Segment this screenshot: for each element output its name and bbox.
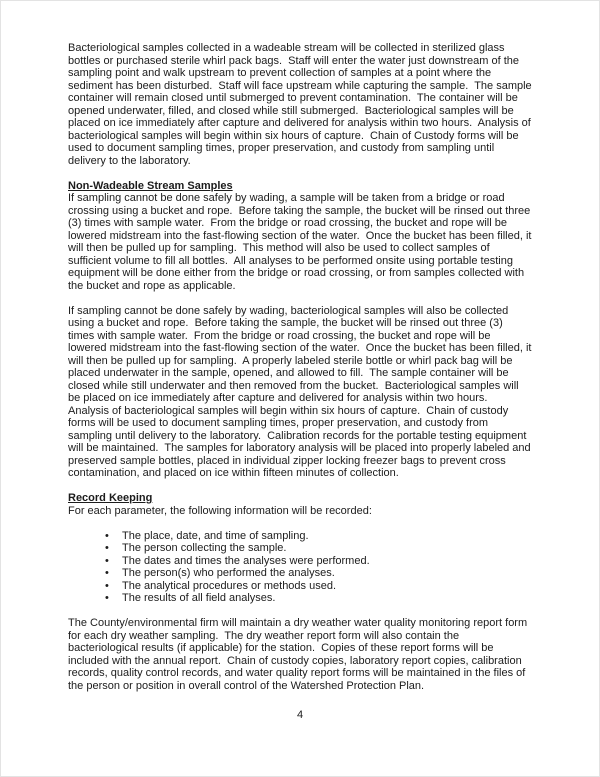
paragraph-non-wadeable-bacteriological-samples: If sampling cannot be done safely by wading, bacteriological samples will also be collected using a bucket and rope. Before taking the sample, the bucket will be rinsed out three (3) times with sample water. From the bridge or road crossing, the bucket and rope will be lowered midstream into the fast-flowing section of the water. Once the bucket has been filled, it will then be pulled up for sampling. A properly labeled sterile bottle or whirl pack bag will be placed underwater in the sample, opened, and allowed to fill. The sample container will be closed while still underwater and then removed from the bucket. Bacteriological samples will be placed on ice immediately after capture and delivered for analysis within two hours. Analysis of bacteriological samples will begin within six hours of capture. Chain of custody forms will be used to document sampling times, proper preservation, and custody from sampling until delivery to the laboratory. Calibration records for the portable testing equipment will be maintained. The samples for laboratory analysis will be placed into properly labeled and preserved sample bottles, placed in individual zipper locking freezer bags to prevent cross contamination, and placed on ice within fifteen minutes of collection. xyxy=(68,304,535,479)
record-keeping-list xyxy=(68,530,532,605)
list-item: • The dates and times the analyses were performed. xyxy=(68,555,532,568)
page-number: 4 xyxy=(296,709,304,721)
paragraph-wadeable-bacteriological-samples: Bacteriological samples collected in a wadeable stream will be collected in sterilized glass bottles or purchased sterile whirl pack bags. Staff will enter the water just downstream of the sampling point and walk upstream to prevent collection of samples at a point where the sediment has been disturbed. Staff will face upstream while capturing the sample. The sample container will remain closed until submerged to prevent contamination. The container will be opened underwater, filled, and closed while still submerged. Bacteriological samples will be placed on ice immediately after capture and delivered for analysis within two hours. Analysis of bacteriological samples will begin within six hours of capture. Chain of Custody forms will be used to document sampling times, proper preservation, and custody from sampling until delivery to the laboratory. xyxy=(68,42,535,167)
heading-record-keeping: Record Keeping xyxy=(68,492,153,504)
record-keeping-intro: For each parameter, the following information will be recorded: xyxy=(68,504,372,517)
list-item: • The analytical procedures or methods used. xyxy=(68,580,532,593)
paragraph-bucket-and-rope-sampling: If sampling cannot be done safely by wading, a sample will be taken from a bridge or road crossing using a bucket and rope. Before taking the sample, the bucket will be rinsed out three (3) times with sample water. From the bridge or road crossing, the bucket and rope will be lowered midstream into the fast-flowing section of the water. Once the bucket has been filled, it will then be pulled up for sampling. This method will also be used to collect samples of sufficient volume to fill all bottles. All analyses to be performed onsite using portable testing equipment will be done either from the bridge or road crossing, or from samples collected with the bucket and rope as applicable. xyxy=(68,192,535,292)
paragraph-dry-weather-report: The County/environmental firm will maintain a dry weather water quality monitoring report form for each dry weather sampling. The dry weather report form will also contain the bacteriological results (if applicable) for the station. Copies of these report forms will be included with the annual report. Chain of custody copies, laboratory report copies, calibration records, quality control records, and water quality report forms will be maintained in the files of the person or position in overall control of the Watershed Protection Plan. xyxy=(68,617,531,692)
list-item: • The place, date, and time of sampling. xyxy=(68,530,532,543)
list-item: • The person(s) who performed the analyses. xyxy=(68,567,532,580)
heading-non-wadeable-stream-samples: Non-Wadeable Stream Samples xyxy=(68,179,233,192)
list-item: • The person collecting the sample. xyxy=(68,542,532,555)
list-item: • The results of all field analyses. xyxy=(68,592,532,605)
